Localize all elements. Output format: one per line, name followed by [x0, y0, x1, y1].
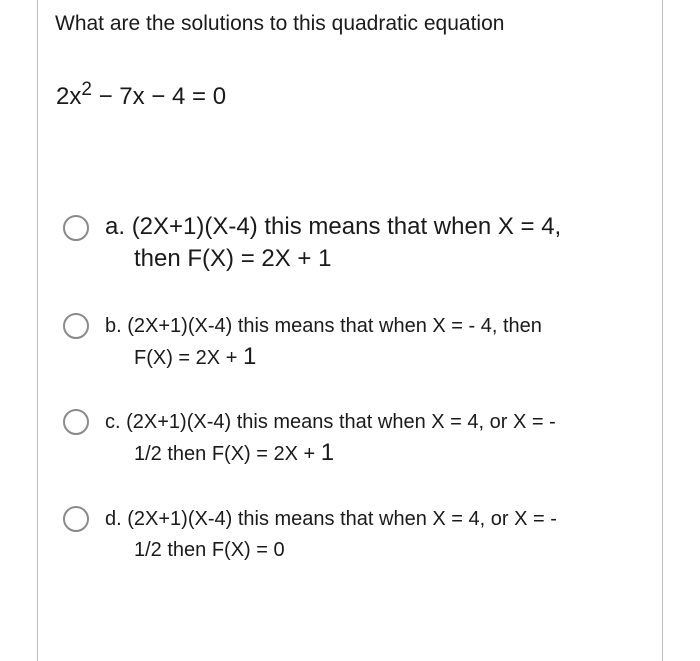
radio-button-b[interactable]	[63, 313, 89, 339]
equation-exponent: 2	[81, 79, 92, 100]
option-a-line1	[105, 211, 561, 243]
option-c-line2	[134, 438, 334, 469]
option-d-text: (2X+1)(X-4) this means that when X = 4, or X = -	[127, 508, 557, 530]
equation-lead: 2x	[56, 83, 82, 110]
question-card	[37, 0, 663, 661]
option-c-line2-text: 1/2 then F(X) = 2X +	[134, 443, 321, 465]
option-b-line2-text: F(X) = 2X +	[134, 347, 243, 369]
option-c-text: (2X+1)(X-4) this means that when X = 4, or X = -	[126, 411, 556, 433]
option-d-line2: 1/2 then F(X) = 0	[134, 539, 285, 561]
option-b-text: (2X+1)(X-4) this means that when X = - 4, then	[127, 315, 542, 337]
option-a-line2: then F(X) = 2X + 1	[134, 245, 332, 272]
option-c-letter: c.	[105, 411, 121, 433]
option-b-line1	[105, 311, 542, 341]
quadratic-equation	[56, 79, 227, 114]
radio-button-a[interactable]	[63, 215, 89, 241]
radio-button-d[interactable]	[63, 506, 89, 532]
option-b-letter: b.	[105, 315, 122, 337]
option-c-line2-emph: 1	[320, 439, 335, 466]
option-d-letter: d.	[105, 508, 122, 530]
option-c-line1	[105, 407, 556, 437]
equation-rest: − 7x − 4 = 0	[91, 83, 227, 110]
option-d-line1	[105, 504, 557, 534]
radio-button-c[interactable]	[63, 409, 89, 435]
question-prompt: What are the solutions to this quadratic equation	[55, 12, 505, 35]
option-a-text: (2X+1)(X-4) this means that when X = 4,	[131, 213, 562, 240]
option-a-letter: a.	[105, 213, 126, 240]
option-b-line2	[134, 342, 256, 373]
option-b-line2-emph: 1	[242, 343, 257, 370]
